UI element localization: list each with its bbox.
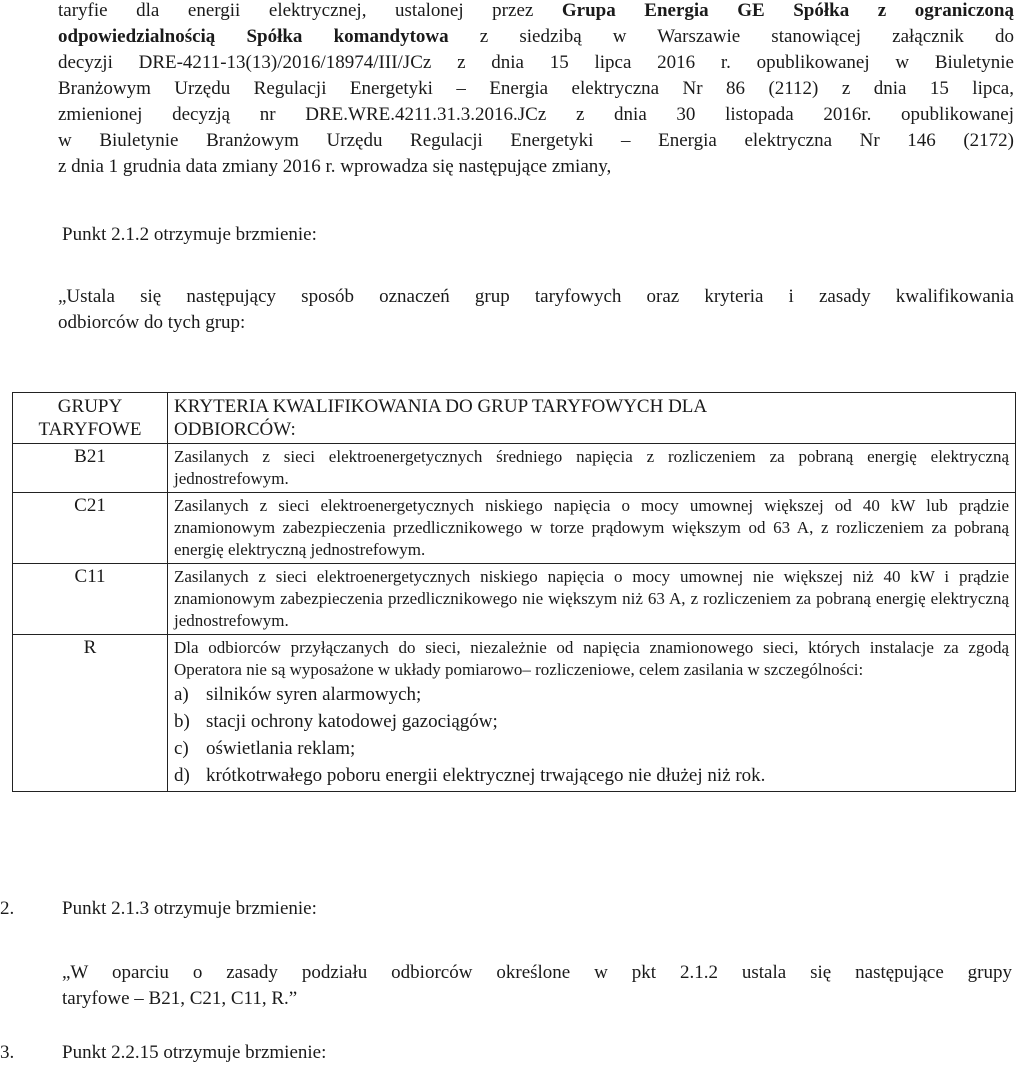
intro-line-6: w Biuletynie Branżowym Urzędu Regulacji Energetyki – Energia elektryczna Nr 146 (2172) xyxy=(58,130,1014,151)
punkt-2-1-2-heading: Punkt 2.1.2 otrzymuje brzmienie: xyxy=(62,224,317,245)
list-item xyxy=(174,735,1009,762)
list-item-label: d) xyxy=(174,765,190,786)
item-text: Punkt 2.1.3 otrzymuje brzmienie: xyxy=(62,898,317,919)
table-row xyxy=(13,564,1016,635)
header-group-line-2: TARYFOWE xyxy=(38,419,142,440)
item-number: 3. xyxy=(0,1042,15,1063)
intro-line-3: decyzji DRE-4211-13(13)/2016/18974/III/JCz z dnia 15 lipca 2016 r. opublikowanej w Biuletynie xyxy=(58,52,1014,73)
list-item-text: oświetlania reklam; xyxy=(206,738,356,759)
list-item-text: krótkotrwałego poboru energii elektrycznej trwającego nie dłużej niż rok. xyxy=(206,765,766,786)
tariff-group-r-list xyxy=(174,681,1009,789)
tariff-groups-table xyxy=(12,392,1016,792)
table-row xyxy=(13,635,1016,792)
tariff-group-criteria xyxy=(168,635,1016,792)
table-row xyxy=(13,493,1016,564)
list-item-label: a) xyxy=(174,684,189,705)
tariff-group-code: B21 xyxy=(13,444,168,493)
tariff-group-code: C11 xyxy=(13,564,168,635)
quote-line-2: odbiorców do tych grup: xyxy=(58,312,246,333)
list-item-label: c) xyxy=(174,738,189,759)
table-header-row xyxy=(13,393,1016,444)
quote-line-2: taryfowe – B21, C21, C11, R.” xyxy=(62,988,298,1009)
quote-punkt-2-1-3 xyxy=(62,960,1012,1012)
intro-text: z siedzibą w Warszawie stanowiącej załącznik do xyxy=(448,26,1014,47)
tariff-group-code: R xyxy=(13,635,168,792)
header-group-line-1: GRUPY xyxy=(57,396,123,417)
company-name-part-1: Grupa Energia GE Spółka z ograniczoną xyxy=(561,0,1014,21)
header-criteria-line-2: ODBIORCÓW: xyxy=(174,419,296,440)
header-criteria xyxy=(168,393,1016,444)
tariff-group-criteria: Zasilanych z sieci elektroenergetycznych niskiego napięcia o mocy umownej większej od 40 kW lub prądzie znamionowym zabezpieczenia przedlicznikowego w torze prądowym większym od 63 A, z rozliczeniem za pobraną energię elektryczną jednostrefowym. xyxy=(168,493,1016,564)
list-item-label: b) xyxy=(174,711,190,732)
list-item-text: silników syren alarmowych; xyxy=(206,684,422,705)
header-criteria-line-1: KRYTERIA KWALIFIKOWANIA DO GRUP TARYFOWYCH DLA xyxy=(174,396,708,417)
quote-line-1: „W oparciu o zasady podziału odbiorców określone w pkt 2.1.2 ustala się następujące grupy xyxy=(62,962,1012,983)
item-number: 2. xyxy=(0,898,15,919)
item-text: Punkt 2.2.15 otrzymuje brzmienie: xyxy=(62,1042,327,1063)
company-name-part-2: odpowiedzialnością Spółka komandytowa xyxy=(58,26,449,47)
intro-line-1 xyxy=(58,0,1014,24)
intro-text: taryfie dla energii elektrycznej, ustalonej przez xyxy=(58,0,562,21)
list-item xyxy=(174,681,1009,708)
tariff-group-r-intro: Dla odbiorców przyłączanych do sieci, niezależnie od napięcia znamionowego sieci, których instalacje za zgodą Operatora nie są wyposażone w układy pomiarowo– rozliczeniowe, celem zasilania w szczególności: xyxy=(174,638,1009,679)
tariff-group-code: C21 xyxy=(13,493,168,564)
quote-line-1: „Ustala się następujący sposób oznaczeń grup taryfowych oraz kryteria i zasady kwalifikowania xyxy=(58,286,1014,307)
header-tariff-groups xyxy=(13,393,168,444)
table-row xyxy=(13,444,1016,493)
list-item-text: stacji ochrony katodowej gazociągów; xyxy=(206,711,498,732)
intro-line-5: zmienionej decyzją nr DRE.WRE.4211.31.3.2016.JCz z dnia 30 listopada 2016r. opublikowanej xyxy=(58,104,1014,125)
intro-line-4: Branżowym Urzędu Regulacji Energetyki – Energia elektryczna Nr 86 (2112) z dnia 15 lipca, xyxy=(58,78,1014,99)
tariff-group-criteria: Zasilanych z sieci elektroenergetycznych średniego napięcia z rozliczeniem za pobraną energię elektryczną jednostrefowym. xyxy=(168,444,1016,493)
intro-paragraph xyxy=(58,0,1014,180)
tariff-group-criteria: Zasilanych z sieci elektroenergetycznych niskiego napięcia o mocy umownej nie większej niż 40 kW i prądzie znamionowym zabezpieczenia przedlicznikowego nie większym niż 63 A, z rozliczeniem za pobraną energię elektryczną jednostrefowym. xyxy=(168,564,1016,635)
list-item xyxy=(174,762,1009,789)
quote-punkt-2-1-2 xyxy=(58,284,1014,336)
intro-line-2 xyxy=(58,24,1014,50)
intro-line-7: z dnia 1 grudnia data zmiany 2016 r. wprowadza się następujące zmiany, xyxy=(58,156,612,177)
list-item xyxy=(174,708,1009,735)
